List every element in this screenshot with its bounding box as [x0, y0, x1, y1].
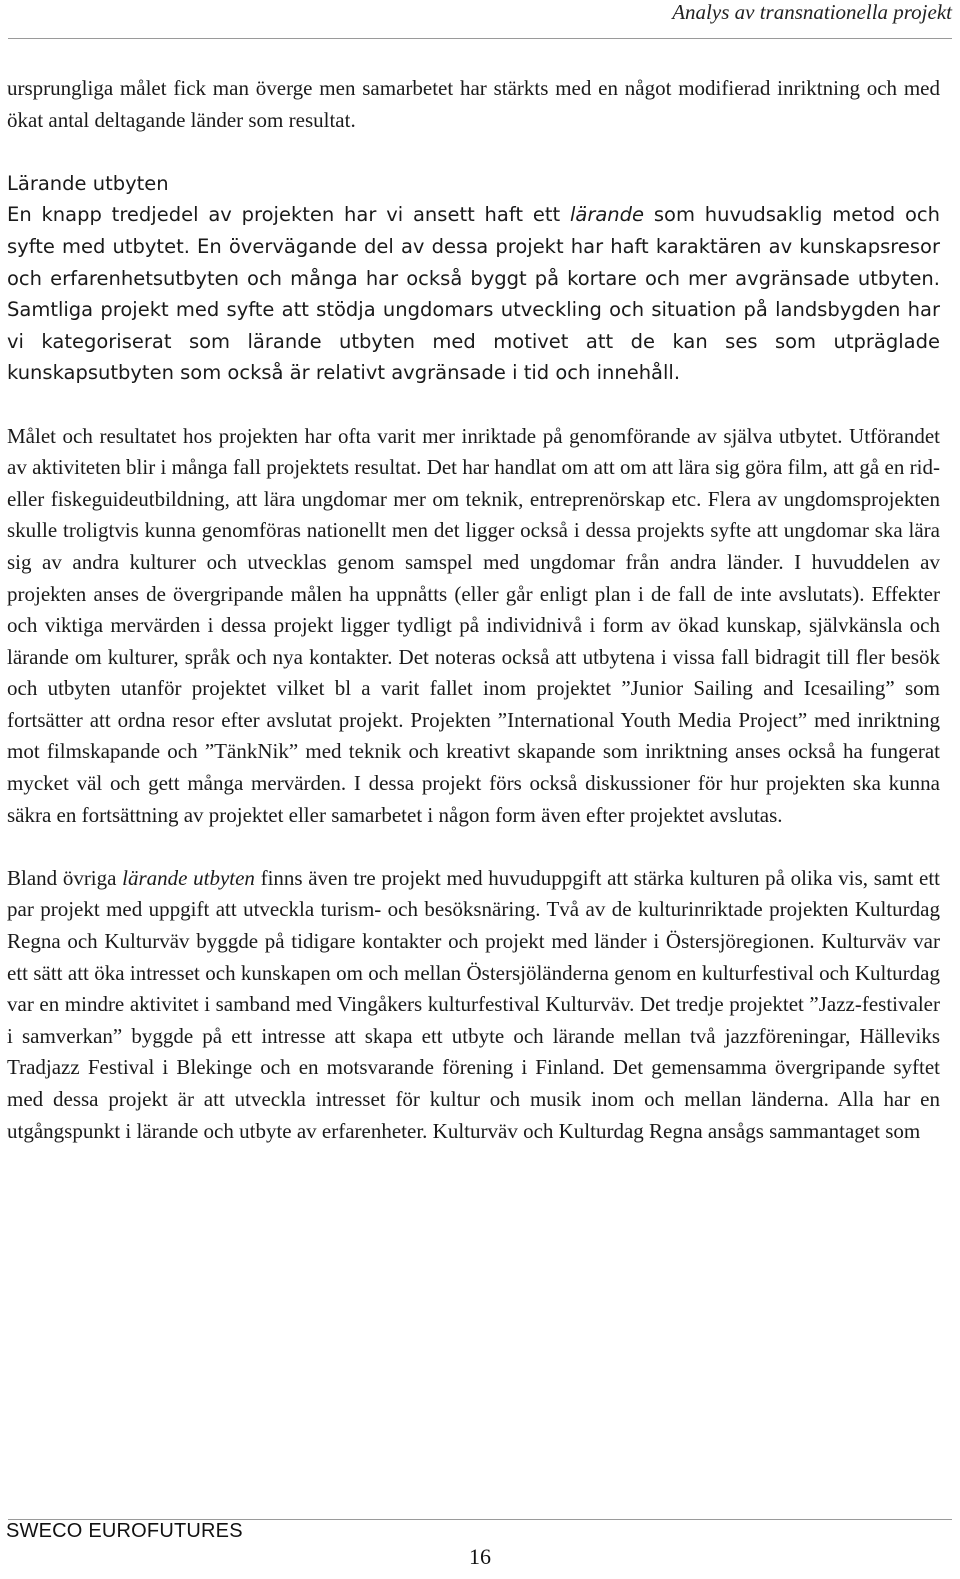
section-heading: Lärande utbyten [7, 171, 169, 195]
paragraph-bland-ovriga: Bland övriga lärande utbyten finns även tre projekt med huvuduppgift att stärka kulturen på olika vis, samt ett par projekt med uppgift att utveckla turism- och besöksnäring. Två av de kulturinriktade projekten Kulturdag Regna och Kulturväv byggde på tidigare kontakter och projekt med länder i Östersjöregionen. Kulturväv var ett sätt att öka intresset och kunskapen om och mellan Östersjöländerna genom en kulturfestival och Kulturdag var en mindre aktivitet i samband med Vingåkers kulturfestival Kulturväv. Det tredje projektet ”Jazz-festivaler i samverkan” byggde på ett intresse att skapa ett utbyte och lärande mellan två jazzföreningar, Hälleviks Tradjazz Festival i Blekinge och en motsvarande förening i Finland. Det gemensamma övergripande syftet med dessa projekt är att utveckla intresset för kultur och musik inom och mellan länderna. Alla har en utgångspunkt i lärande och utbyte av erfarenheter. Kulturväv och Kulturdag Regna ansågs sammantaget som [7, 865, 940, 1143]
body-text [7, 73, 940, 1147]
paragraph-lararande-utbyten: En knapp tredjedel av projekten har vi ansett haft ett lärande som huvudsaklig metod och syfte med utbytet. En övervägande del av dessa projekt har haft karaktären av kunskapsresor och erfarenhetsutbyten och många har också byggt på kortare och mer avgränsade utbyten. Samtliga projekt med syfte att stödja ungdomars utveckling och situation på landsbygden har vi kategoriserat som lärande utbyten med motivet att de kan ses som utpräglade kunskapsutbyten som också är relativt avgränsade i tid och innehåll. [7, 203, 940, 385]
paragraph-continuation: ursprungliga målet fick man överge men samarbetet har stärkts med en något modifierad inriktning och med ökat antal deltagande länder som resultat. [7, 76, 940, 132]
running-header: Analys av transnationella projekt [672, 0, 952, 24]
page-number: 16 [469, 1544, 491, 1569]
header-divider [8, 38, 952, 39]
footer-organization: SWECO EUROFUTURES [6, 1520, 243, 1542]
paragraph-malet-och-resultatet: Målet och resultatet hos projekten har ofta varit mer inriktade på genomförande av själva utbytet. Utförandet av aktiviteten blir i många fall projektets resultat. Det har handlat om att om att lära sig göra film, att gå en rid- eller fiskeguideutbildning, att lära ungdomar mer om teknik, entreprenörskap etc. Flera av ungdomsprojekten skulle troligtvis kunna genomföras nationellt men det ligger också i dessa projekts syfte att ungdomar ska lära sig av andra kulturer och utvecklas genom samspel med ungdomar från andra länder. I huvuddelen av projekten anses de övergripande målen ha uppnåtts (eller går enligt plan i de fall de inte avslutats). Effekter och viktiga mervärden i dessa projekt ligger tydligt på individnivå i form av ökad kunskap, självkänsla och lärande om kulturer, språk och nya kontakter. Det noteras också att utbytena i vissa fall bidragit till fler besök och utbyten utanför projektet vilket bl a varit fallet inom projektet ”Junior Sailing and Icesailing” som fortsätter att ordna resor efter avslutat projekt. Projekten ”International Youth Media Project” med inriktning mot filmskapande och ”TänkNik” med teknik och kreativt skapande som inriktning anses också ha fungerat mycket väl och gett många mervärden. I dessa projekt förs också diskussioner för hur projekten ska kunna säkra en fortsättning av projektet eller samarbetet i någon form även efter projektet avslutas. [7, 423, 940, 827]
